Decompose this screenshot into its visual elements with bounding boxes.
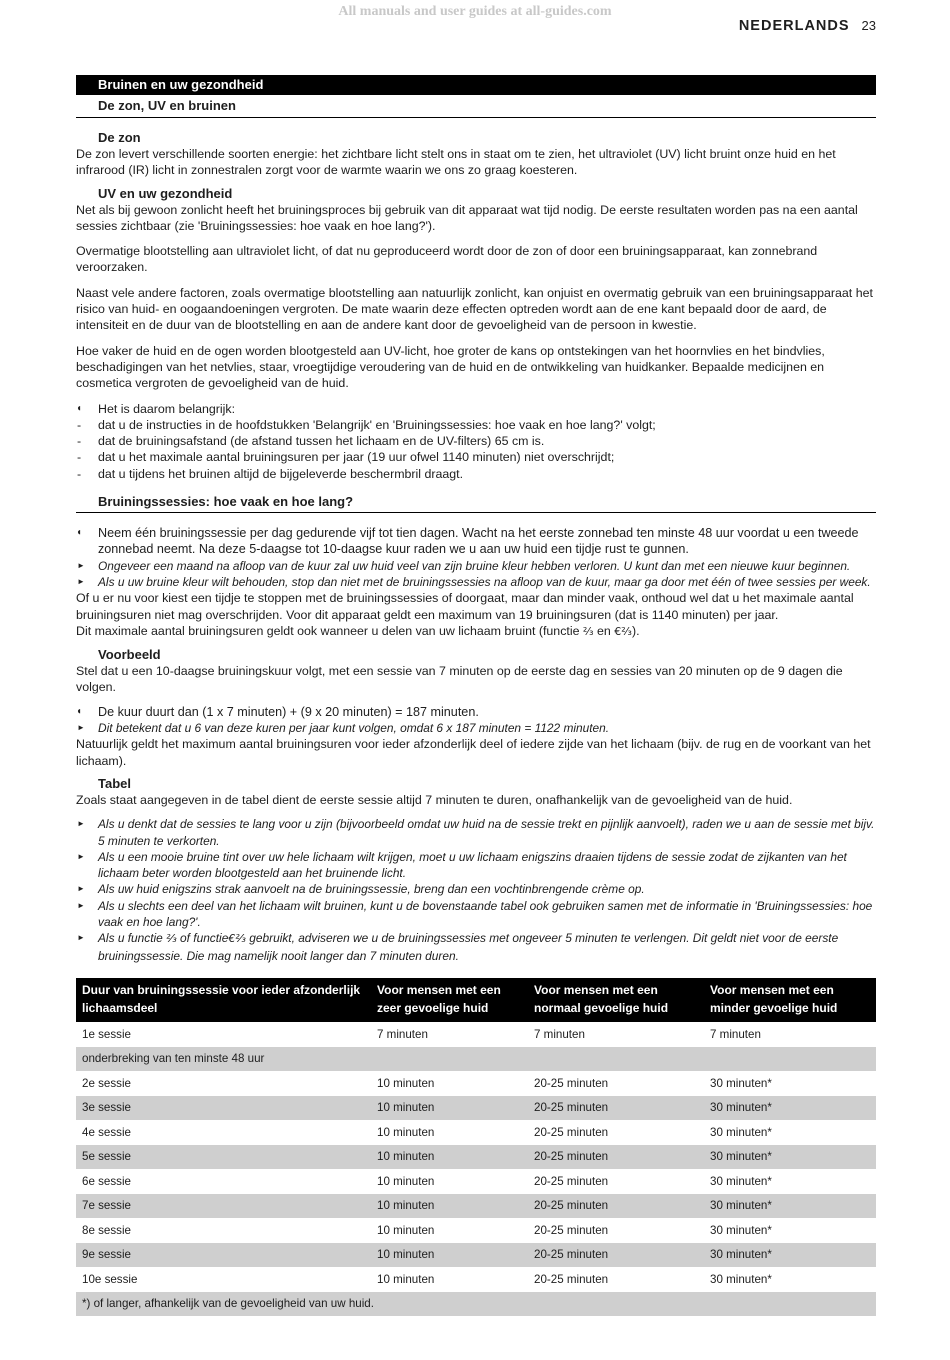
- table-heading: Tabel: [98, 775, 131, 791]
- footnote-cell: *) of langer, afhankelijk van de gevoeligheid van uw huid.: [76, 1292, 876, 1317]
- uv-paragraph-2: Overmatige blootstelling aan ultraviolet licht, of dat nu geproduceerd wordt door de zon of door een bruiningsapparaat, kan zonnebrand veroorzaken.: [76, 244, 818, 275]
- text-fragment: en: [593, 623, 615, 638]
- text-fragment: ).: [631, 623, 640, 638]
- page-number: 23: [861, 18, 876, 33]
- table-cell: 10e sessie: [82, 1272, 138, 1286]
- table-cell: 30 minuten*: [710, 1272, 772, 1286]
- note-item: [76, 720, 876, 736]
- face-tan-icon: €⅔: [228, 932, 246, 946]
- table-row: [76, 1169, 876, 1194]
- uv-paragraph-3: Naast vele andere factoren, zoals overmatige blootstelling aan natuurlijk zonlicht, kan onjuist en overmatig gebruik van een bruiningsapparaat het risico van huid- en oogaandoeningen vergroten. De mate waarin deze effecten optreden wordt aan de ene kant bepaald door de aard, de intensiteit en de duur van de blootstelling en aan de andere kant door de gevoeligheid van de persoon in kwestie.: [76, 285, 873, 333]
- text-fragment: Dit maximale aantal bruiningsuren geldt ook wanneer u delen van uw lichaam bruint (functie: [76, 623, 583, 638]
- bullet-icon: ◖: [76, 402, 83, 414]
- text-fragment: gebruikt, adviseren we u de bruiningssessies met ongeveer 5 minuten te verlengen. Dit geldt niet voor de eerste bruiningssessie. Die mag namelijk nooit langer dan 7 minuten duren.: [98, 931, 839, 963]
- note-text: Als u slechts een deel van het lichaam wilt bruinen, kunt u de bovenstaande tabel ook gebruiken samen met de informatie in 'Bruiningssessies: hoe vaak en hoe lang?'.: [98, 898, 873, 929]
- sessions-bullet: [76, 525, 876, 558]
- list-item: - dat u tijdens het bruinen altijd de bijgeleverde beschermbril draagt.: [77, 466, 464, 481]
- note-item: [76, 898, 876, 931]
- table-cell: 10 minuten: [377, 1174, 435, 1188]
- triangle-icon: ►: [77, 884, 85, 894]
- example-bullet: [76, 704, 876, 720]
- partial-tan-icon: ⅔: [166, 932, 177, 946]
- table-cell: 7 minuten: [710, 1027, 761, 1041]
- table-cell: 30 minuten*: [704, 1145, 876, 1170]
- list-item-text: dat u het maximale aantal bruiningsuren per jaar (19 uur ofwel 1140 minuten) niet overschrijdt;: [98, 450, 615, 465]
- triangle-icon: ►: [77, 851, 85, 861]
- triangle-icon: ►: [77, 560, 85, 570]
- table-row: [76, 1243, 876, 1268]
- example-paragraph: Natuurlijk geldt het maximum aantal bruiningsuren voor ieder afzonderlijk deel of iedere zijde van het lichaam (bijv. de rug en de voorkant van het lichaam).: [76, 737, 871, 768]
- column-header: Voor mensen met een zeer gevoelige huid: [371, 978, 528, 1022]
- table-cell: 20-25 minuten: [528, 1145, 704, 1170]
- example-text: Stel dat u een 10-daagse bruiningskuur volgt, met een sessie van 7 minuten op de eerste dag en sessies van 20 minuten op de 9 dagen die volgen.: [76, 664, 843, 695]
- table-header-row: [76, 978, 876, 1022]
- note-item: [76, 849, 876, 882]
- list-item: - dat de bruiningsafstand (de afstand tussen het lichaam en de UV-filters) 65 cm is.: [77, 434, 545, 449]
- list-item-text: dat u de instructies in de hoofdstukken 'Belangrijk' en 'Bruiningssessies: hoe vaak en hoe lang?' volgt;: [98, 417, 656, 432]
- break-row: [76, 1047, 876, 1072]
- language-label: NEDERLANDS: [738, 18, 850, 34]
- note-item: [76, 930, 876, 964]
- table-cell: 10 minuten: [371, 1243, 528, 1268]
- table-cell: 4e sessie: [82, 1125, 131, 1139]
- note-item: [76, 816, 876, 849]
- table-cell: 20-25 minuten: [534, 1076, 609, 1090]
- example-heading: Voorbeeld: [98, 647, 161, 663]
- table-row: [76, 1145, 876, 1170]
- section-subtitle: De zon, UV en bruinen: [76, 95, 876, 118]
- footnote-row: [76, 1292, 876, 1317]
- text-fragment: of functie: [176, 931, 229, 946]
- column-header: Duur van bruiningssessie voor ieder afzonderlijk lichaamsdeel: [76, 978, 371, 1022]
- sessions-paragraph-1: Of u er nu voor kiest een tijdje te stoppen met de bruiningssessies of doorgaat, maar dan minder vaak, onthoud wel dat u het maximale aantal bruiningsuren niet mag overschrijden. Voor dit apparaat geldt een maximum van 19 bruiningsuren (dat is 1140 minuten) per jaar.: [76, 591, 854, 622]
- list-item: - dat u het maximale aantal bruiningsuren per jaar (19 uur ofwel 1140 minuten) niet overschrijdt;: [77, 450, 615, 465]
- note-text: Als u een mooie bruine tint over uw hele lichaam wilt krijgen, moet u uw lichaam enigszins draaien tijdens de sessie zodat de zijkanten van het lichaam beter worden blootgesteld aan het bruinende licht.: [98, 849, 847, 881]
- table-cell: 10 minuten: [377, 1272, 435, 1286]
- important-bullet: [76, 401, 876, 417]
- sessions-paragraph-2: [76, 623, 876, 640]
- column-header: Voor mensen met een normaal gevoelige huid: [528, 978, 704, 1022]
- triangle-icon: ►: [77, 819, 85, 829]
- sun-heading: De zon: [98, 130, 141, 145]
- table-row: [76, 1071, 876, 1096]
- page-header: [739, 17, 876, 35]
- table-cell: 10 minuten: [371, 1096, 528, 1121]
- table-cell: 20-25 minuten: [528, 1096, 704, 1121]
- table-cell: 6e sessie: [82, 1174, 131, 1188]
- note-text: Als u uw bruine kleur wilt behouden, stop dan niet met de bruiningssessies na afloop van de kuur, maar ga door met één of twee sessies per week.: [98, 574, 871, 589]
- uv-heading: UV en uw gezondheid: [98, 185, 233, 201]
- table-cell: 1e sessie: [82, 1027, 131, 1041]
- table-cell: 30 minuten*: [704, 1194, 876, 1219]
- note-text: Ongeveer een maand na afloop van de kuur zal uw huid veel van zijn bruine kleur hebben verloren. U kunt dan met een nieuwe kuur beginnen.: [98, 558, 851, 573]
- table-intro: Zoals staat aangegeven in de tabel dient de eerste sessie altijd 7 minuten te duren, onafhankelijk van de gevoeligheid van de huid.: [76, 792, 793, 807]
- watermark: All manuals and user guides at all-guides.com: [338, 4, 612, 19]
- sessions-heading: Bruiningssessies: hoe vaak en hoe lang?: [76, 492, 876, 513]
- table-row: [76, 1096, 876, 1121]
- table-cell: 20-25 minuten: [534, 1174, 609, 1188]
- table-cell: 10 minuten: [371, 1145, 528, 1170]
- note-text: Als uw huid enigszins strak aanvoelt na de bruiningssessie, breng dan een vochtinbrengende crème op.: [98, 882, 645, 897]
- partial-tan-icon: ⅔: [582, 624, 594, 638]
- table-cell: 30 minuten*: [704, 1243, 876, 1268]
- table-cell: 10 minuten: [377, 1223, 435, 1237]
- bullet-icon: ◖: [76, 527, 83, 539]
- note-item: [76, 574, 876, 590]
- table-cell: 10 minuten: [371, 1194, 528, 1219]
- important-intro: Het is daarom belangrijk:: [98, 401, 236, 416]
- list-item: - dat u de instructies in de hoofdstukken 'Belangrijk' en 'Bruiningssessies: hoe vaak en hoe lang?' volgt;: [77, 417, 656, 432]
- table-row: [76, 1194, 876, 1219]
- sessions-bullet-text: Neem één bruiningssessie per dag gedurende vijf tot tien dagen. Wacht na het eerste zonnebad ten minste 48 uur voordat u een tweede zonnebad neemt. Na deze 5-daagse tot 10-daagse kuur raden we u aan uw huid een tijdje rust te gunnen.: [98, 526, 859, 557]
- table-cell: 20-25 minuten: [528, 1194, 704, 1219]
- table-cell: 20-25 minuten: [534, 1272, 609, 1286]
- table-cell: 8e sessie: [82, 1223, 131, 1237]
- table-cell: 10 minuten: [377, 1076, 435, 1090]
- table-cell: 30 minuten*: [710, 1076, 772, 1090]
- triangle-icon: ►: [77, 933, 85, 943]
- column-header: Voor mensen met een minder gevoelige huid: [704, 978, 876, 1022]
- page-content: [76, 75, 876, 964]
- table-row: [76, 1120, 876, 1145]
- table-cell: 30 minuten*: [704, 1096, 876, 1121]
- table-cell: 20-25 minuten: [534, 1223, 609, 1237]
- note-text: Dit betekent dat u 6 van deze kuren per jaar kunt volgen, omdat 6 x 187 minuten = 1122 minuten.: [98, 721, 610, 736]
- table-cell: 30 minuten*: [710, 1223, 772, 1237]
- note-item: [76, 558, 876, 574]
- table-cell: 9e sessie: [76, 1243, 371, 1268]
- list-item-text: dat de bruiningsafstand (de afstand tussen het lichaam en de UV-filters) 65 cm is.: [98, 434, 545, 449]
- uv-paragraph-1: Net als bij gewoon zonlicht heeft het bruiningsproces bij gebruik van dit apparaat wat tijd nodig. De eerste resultaten worden pas na een aantal sessies zichtbaar (zie 'Bruiningssessies: hoe vaak en hoe lang?').: [76, 202, 858, 233]
- text-fragment: Als u functie: [98, 931, 167, 946]
- triangle-icon: ►: [77, 576, 85, 586]
- face-tan-icon: €⅔: [614, 624, 632, 638]
- note-item: [76, 881, 876, 897]
- table-cell: 10 minuten: [377, 1125, 435, 1139]
- list-item-text: dat u tijdens het bruinen altijd de bijgeleverde beschermbril draagt.: [98, 466, 464, 481]
- table-cell: 20-25 minuten: [534, 1125, 609, 1139]
- table-cell: 7e sessie: [76, 1194, 371, 1219]
- table-cell: 7 minuten: [377, 1027, 428, 1041]
- bullet-icon: ◖: [76, 705, 83, 717]
- table-cell: 5e sessie: [76, 1145, 371, 1170]
- table-cell: 30 minuten*: [710, 1125, 772, 1139]
- triangle-icon: ►: [77, 900, 85, 910]
- table-cell: 20-25 minuten: [528, 1243, 704, 1268]
- break-cell: onderbreking van ten minste 48 uur: [76, 1047, 876, 1072]
- note-text: Als u denkt dat de sessies te lang voor u zijn (bijvoorbeeld omdat uw huid na de sessie trekt en pijnlijk aanvoelt), raden we u aan de sessie met bijv. 5 minuten te verkorten.: [98, 817, 875, 848]
- table-row: [76, 1022, 876, 1047]
- sun-text: De zon levert verschillende soorten energie: het zichtbare licht stelt ons in staat om te zien, het ultraviolet (UV) licht bruint onze huid en het infrarood (IR) licht in zonnestralen zorgt voor de warmte waarin we ons zo graag koesteren.: [76, 147, 836, 178]
- table-cell: 7 minuten: [534, 1027, 585, 1041]
- table-cell: 2e sessie: [82, 1076, 131, 1090]
- table-row: [76, 1218, 876, 1243]
- section-title: Bruinen en uw gezondheid: [76, 75, 876, 95]
- table-cell: 3e sessie: [76, 1096, 371, 1121]
- tanning-table: [76, 978, 876, 1316]
- uv-paragraph-4: Hoe vaker de huid en de ogen worden blootgesteld aan UV-licht, hoe groter de kans op ontstekingen van het hoornvlies en het bindvlies, beschadigingen van het netvlies, staar, vroegtijdige veroudering van de huid en de ontwikkeling van huidkanker. Bepaalde medicijnen en cosmetica vergroten de gevoeligheid van de huid.: [76, 343, 825, 391]
- table-row: [76, 1267, 876, 1292]
- triangle-icon: ►: [77, 723, 85, 733]
- table-cell: 30 minuten*: [710, 1174, 772, 1188]
- example-bullet-text: De kuur duurt dan (1 x 7 minuten) + (9 x 20 minuten) = 187 minuten.: [98, 704, 479, 719]
